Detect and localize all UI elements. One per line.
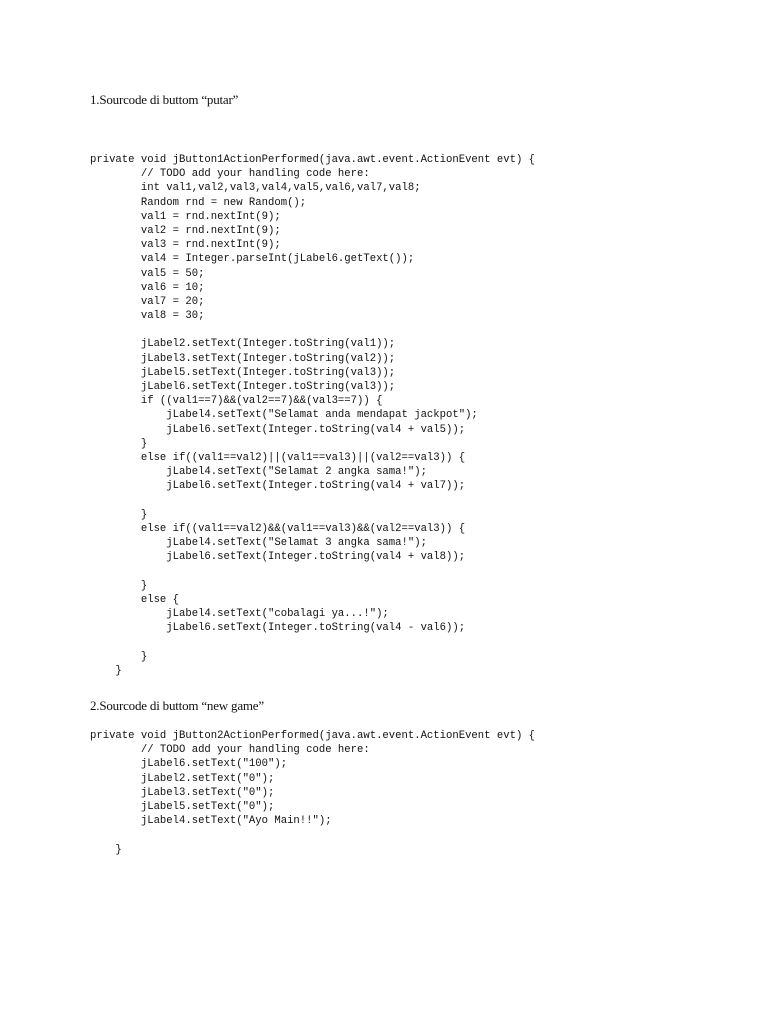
code-line: jLabel4.setText("Selamat anda mendapat jackpot"); [90,409,478,422]
code-line: jLabel4.setText("cobalagi ya...!"); [90,608,389,620]
code-line: jLabel3.setText(Integer.toString(val2)); [90,352,396,365]
section-1-heading: 1.Sourcode di buttom “putar” [90,92,239,107]
section-1-code-block [90,153,535,678]
section-2-heading: 2.Sourcode di buttom “new game” [90,698,264,713]
code-line: val6 = 10; [90,281,205,294]
code-line: int val1,val2,val3,val4,val5,val6,val7,val8; [90,182,421,195]
code-line: jLabel6.setText(Integer.toString(val4 + val5)); [90,423,466,436]
code-line: } [90,650,148,663]
code-line [90,494,535,508]
code-line: jLabel3.setText("0"); [90,786,275,799]
code-line: val3 = rnd.nextInt(9); [90,239,281,252]
code-line: jLabel6.setText(Integer.toString(val4 + val7)); [90,480,466,493]
code-line: val4 = Integer.parseInt(jLabel6.getText()); [90,253,415,266]
code-line: } [90,508,148,521]
code-line: private void jButton2ActionPerformed(java.awt.event.ActionEvent evt) { [90,730,536,742]
code-line: private void jButton1ActionPerformed(java.awt.event.ActionEvent evt) { [90,154,536,166]
code-line [90,323,535,337]
code-line: val8 = 30; [90,310,205,323]
code-line: else { [90,593,180,606]
code-line [90,635,535,649]
code-line: val2 = rnd.nextInt(9); [90,224,281,237]
section-2-code-block [90,729,535,857]
code-line: val7 = 20; [90,295,205,308]
code-line: jLabel4.setText("Selamat 2 angka sama!"); [90,466,427,479]
code-line: } [90,437,148,450]
code-line: jLabel6.setText(Integer.toString(val4 + val8)); [90,551,466,564]
code-line: else if((val1==val2)&&(val1==val3)&&(val2==val3)) { [90,522,466,535]
code-line [90,564,535,578]
code-line: jLabel2.setText("0"); [90,772,275,785]
code-line [90,828,535,842]
code-line: jLabel4.setText("Ayo Main!!"); [90,815,332,828]
code-line: jLabel6.setText("100"); [90,758,288,771]
code-line: Random rnd = new Random(); [90,196,307,209]
code-line: jLabel5.setText("0"); [90,800,275,813]
code-line: val1 = rnd.nextInt(9); [90,210,281,223]
code-line: // TODO add your handling code here: [90,168,370,181]
code-line: jLabel4.setText("Selamat 3 angka sama!"); [90,537,427,550]
code-line: else if((val1==val2)||(val1==val3)||(val2==val3)) { [90,451,466,464]
code-line: jLabel6.setText(Integer.toString(val3)); [90,381,396,393]
code-line: } [90,843,122,856]
code-line: jLabel2.setText(Integer.toString(val1)); [90,338,396,351]
code-line: if ((val1==7)&&(val2==7)&&(val3==7)) { [90,395,383,408]
code-line: // TODO add your handling code here: [90,744,370,757]
code-line: jLabel6.setText(Integer.toString(val4 - val6)); [90,622,466,635]
code-line: val5 = 50; [90,267,205,280]
code-line: } [90,579,148,592]
code-line: } [90,664,122,677]
code-line: jLabel5.setText(Integer.toString(val3)); [90,366,396,379]
